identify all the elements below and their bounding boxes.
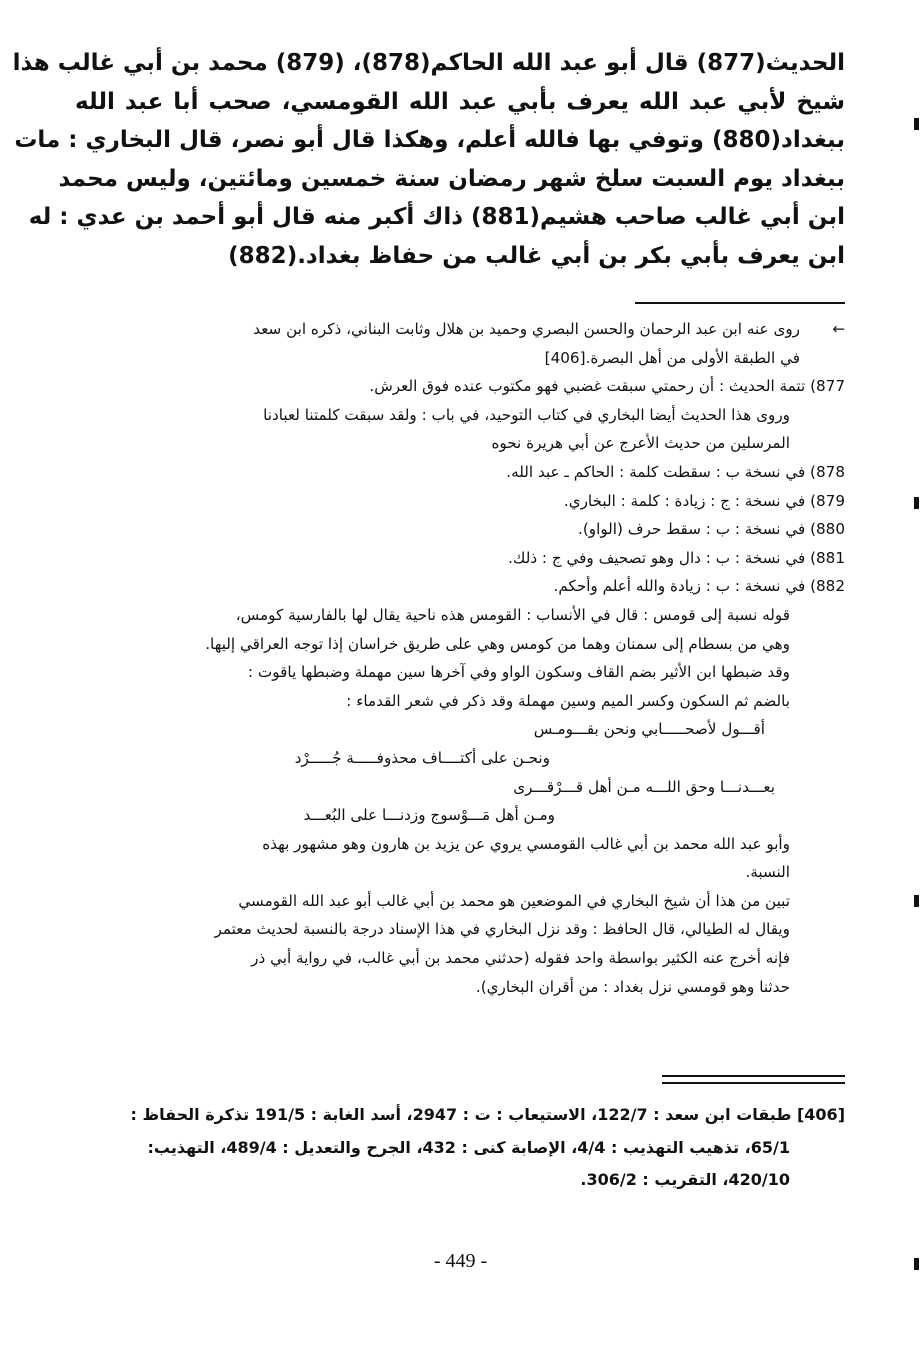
- main-text: [12, 44, 845, 275]
- left-arrow-icon: ←: [832, 320, 845, 338]
- conclusion-line: حدثنا وهو قومسي نزل بغداد : من أقران البخاري).: [475, 977, 790, 996]
- page-number: - 449 -: [433, 1250, 488, 1272]
- footnote-879: 879) في نسخة : ج : زيادة : كلمة : البخاري.: [563, 491, 845, 510]
- scan-mark: [914, 895, 919, 907]
- conclusion-line: ويقال له الطيالي، قال الحافظ : وقد نزل البخاري في هذا الإسناد درجة بالنسبة لحديث معتمر: [214, 920, 790, 939]
- qawmasi-note-line: بالضم ثم السكون وكسر الميم وسين مهملة وقد ذكر في شعر القدماء :: [346, 691, 790, 710]
- main-text-line: ابن يعرف بأبي بكر بن أبي غالب من حفاظ بغداد.(882): [228, 242, 845, 269]
- footnote-880: 880) في نسخة : ب : سقط حرف (الواو).: [578, 520, 845, 539]
- footnotes: [75, 315, 845, 1001]
- main-text-line: ببغداد يوم السبت سلخ شهر رمضان سنة خمسين ومائتين، وليس محمد: [58, 165, 845, 192]
- reference-line: 65/1، تذهيب التهذيب : 4/4، الإصابة كنى : 432، الجرح والتعديل : 489/4، التهذيب:: [147, 1137, 790, 1157]
- poem-verse: ونحـن على أكتــــاف محذوفـــــة جُـــــرْد: [294, 748, 550, 767]
- scan-mark: [914, 118, 919, 130]
- qawmasi-note-line: وهي من بسطام إلى سمنان وهما من كومس وهي على طريق خراسان إذا توجه العراقي إليها.: [205, 634, 790, 653]
- carry-over-note: [75, 315, 845, 344]
- after-poem-line: النسبة.: [745, 863, 790, 882]
- scan-mark: [914, 497, 919, 509]
- main-text-line: الحديث(877) قال أبو عبد الله الحاكم(878)، (879) محمد بن أبي غالب هذا: [12, 50, 845, 76]
- scan-mark: [914, 1258, 919, 1270]
- footnote-878: 878) في نسخة ب : سقطت كلمة : الحاكم ـ عبد الله.: [506, 462, 845, 481]
- main-text-line: شيخ لأبي عبد الله يعرف بأبي عبد الله القومسي، صحب أبا عبد الله: [75, 88, 845, 115]
- note-text: روى عنه ابن عبد الرحمان والحسن البصري وحميد بن هلال وثابت البناني، ذكره ابن سعد: [253, 320, 800, 338]
- references-separator: [662, 1075, 845, 1084]
- note-text: في الطبقة الأولى من أهل البصرة.[406]: [544, 348, 800, 367]
- qawmasi-note-line: وقد ضبطها ابن الأثير بضم القاف وسكون الواو وفي آخرها سين مهملة وضبطها ياقوت :: [247, 663, 790, 682]
- poem-verse: أقـــول لأصحـــــابي ونحن بقـــومـس: [533, 720, 765, 739]
- footnote-877-continuation: المرسلين من حديث الأعرج عن أبي هريرة نحوه: [491, 434, 790, 453]
- after-poem-line: وأبو عبد الله محمد بن أبي غالب القومسي يروي عن يزيد بن هارون وهو مشهور بهذه: [262, 834, 790, 853]
- footnote-882: 882) في نسخة : ب : زيادة والله أعلم وأحكم.: [553, 577, 845, 596]
- reference-line: [406] طبقات ابن سعد : 122/7، الاستيعاب : ت : 2947، أسد الغابة : 191/5 تذكرة الحفاظ :: [130, 1105, 845, 1124]
- poem-verse: بعـــدنـــا وحق اللـــه مـن أهل قـــرْقـــرى: [513, 777, 775, 796]
- footnote-881: 881) في نسخة : ب : دال وهو تصحيف وفي ج : ذلك.: [508, 548, 845, 567]
- footnote-877-continuation: وروى هذا الحديث أيضا البخاري في كتاب التوحيد، في باب : ولقد سبقت كلمتنا لعبادنا: [263, 405, 790, 424]
- main-text-line: ابن أبي غالب صاحب هشيم(881) ذاك أكبر منه قال أبو أحمد بن عدي : له: [28, 204, 845, 230]
- qawmasi-note-line: قوله نسبة إلى قومس : قال في الأنساب : القومس هذه ناحية يقال لها بالفارسية كومس،: [235, 605, 790, 624]
- conclusion-line: تبين من هذا أن شيخ البخاري في الموضعين هو محمد بن أبي غالب أبو عبد الله القومسي: [238, 891, 790, 910]
- footnote-separator: [635, 302, 845, 304]
- conclusion-line: فإنه أخرج عنه الكثير بواسطة واحد فقوله (حدثني محمد بن أبي غالب، في رواية أبي ذر: [251, 949, 790, 968]
- poem-verse: ومـن أهل مَـــوْسوج وزدنـــا على البُعـــد: [303, 806, 555, 825]
- reference-line: 420/10، التقريب : 306/2.: [580, 1170, 790, 1189]
- main-text-line: ببغداد(880) وتوفي بها فالله أعلم، وهكذا قال أبو نصر، قال البخاري : مات: [14, 127, 845, 153]
- references: [75, 1099, 845, 1197]
- footnote-877: 877) تتمة الحديث : أن رحمتي سبقت غضبي فهو مكتوب عنده فوق العرش.: [369, 377, 845, 396]
